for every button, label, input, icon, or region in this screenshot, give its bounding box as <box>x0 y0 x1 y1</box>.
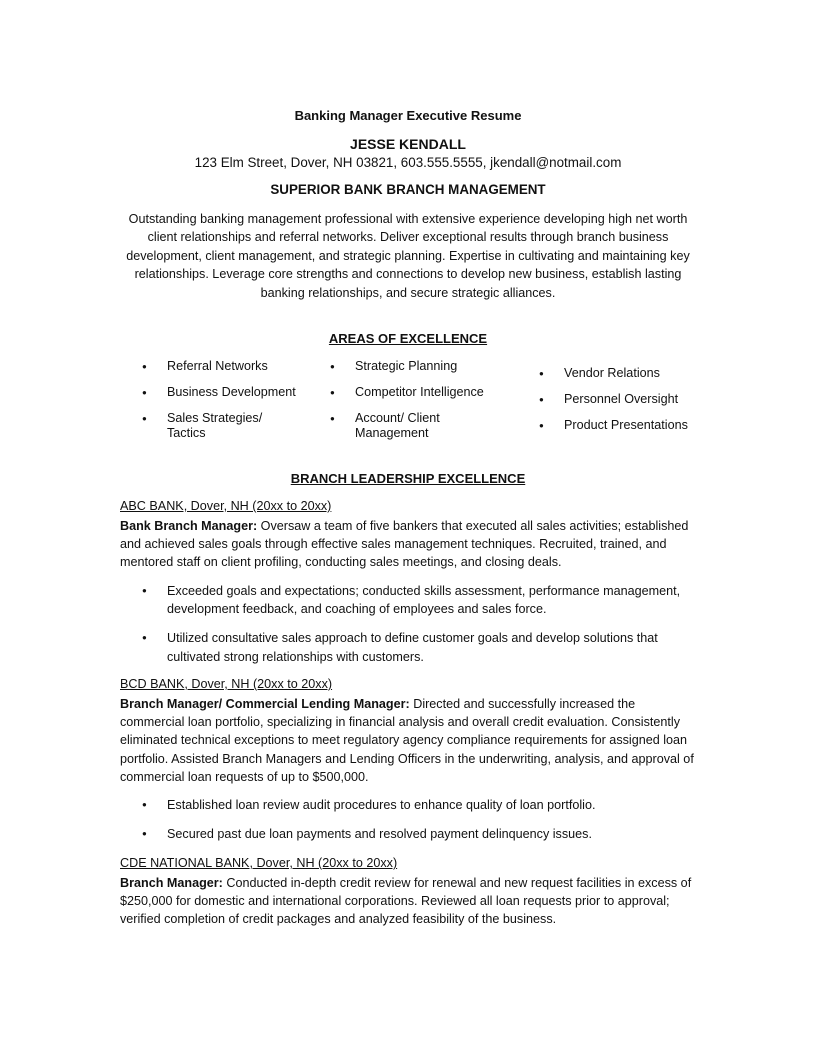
areas-column-3 <box>534 366 734 444</box>
job-description <box>120 874 696 929</box>
document-title: Banking Manager Executive Resume <box>294 108 522 123</box>
job-description-text: Directed and successfully increased the commercial loan portfolio, specializing in financial analysis and overall credit evaluation. Consistently eliminated technical exceptions to meet regulatory agency compliance requirements for assigned loan portfolio. Assisted Branch Managers and Lending Officers in the underwriting, analysis, and approval of commercial loan requests of up to $500,000. <box>120 697 694 784</box>
area-item: ● Competitor Intelligence <box>325 385 505 400</box>
areas-heading: AREAS OF EXCELLENCE <box>328 331 488 346</box>
area-item: ● Product Presentations <box>534 418 734 433</box>
job-bullets <box>137 582 697 677</box>
job-description-text: Conducted in-depth credit review for renewal and new request facilities in excess of $250,000 for domestic and international corporations. Reviewed all loan requests prior to approval; verified completion of credit packages and analyzed feasibility of the business. <box>120 876 692 927</box>
job-description-text: Oversaw a team of five bankers that executed all sales activities; established and achieved sales goals through effective sales management techniques. Recruited, trained, and mentored staff on client profiling, conducting sales meetings, and closing deals. <box>120 519 689 570</box>
job-bullet: ● Utilized consultative sales approach to define customer goals and develop solutions that cultivated strong relationships with customers. <box>137 629 697 665</box>
area-item: ● Account/ Client Management <box>325 411 465 441</box>
areas-column-1 <box>137 359 317 452</box>
leadership-heading: BRANCH LEADERSHIP EXCELLENCE <box>290 471 526 486</box>
job-title: Branch Manager/ Commercial Lending Manager: <box>120 697 410 711</box>
job-description <box>120 517 696 572</box>
contact-line: 123 Elm Street, Dover, NH 03821, 603.555.5555, jkendall@notmail.com <box>194 155 622 170</box>
summary-paragraph: Outstanding banking management professional with extensive experience developing high net worth client relationships and referral networks. Deliver exceptional results through branch business development, client management, and strategic planning. Expertise in cultivating and maintaining key relationships. Leverage core strengths and connections to develop new business, establish lasting banking relationships, and secure strategic alliances. <box>126 212 690 300</box>
candidate-name: JESSE KENDALL <box>350 136 466 152</box>
area-item: ● Personnel Oversight <box>534 392 734 407</box>
job-company: BCD BANK, Dover, NH (20xx to 20xx) <box>120 677 333 691</box>
area-item: ● Business Development <box>137 385 317 400</box>
job-bullet: ● Established loan review audit procedures to enhance quality of loan portfolio. <box>137 796 697 814</box>
job-title: Branch Manager: <box>120 876 223 890</box>
job-company: ABC BANK, Dover, NH (20xx to 20xx) <box>120 499 332 513</box>
area-item: ● Vendor Relations <box>534 366 734 381</box>
job-company: CDE NATIONAL BANK, Dover, NH (20xx to 20xx) <box>120 856 398 870</box>
area-item: ● Strategic Planning <box>325 359 505 374</box>
area-item: ● Sales Strategies/ Tactics <box>137 411 277 441</box>
job-bullets <box>137 796 697 854</box>
job-bullet: ● Secured past due loan payments and resolved payment delinquency issues. <box>137 825 697 843</box>
area-item: ● Referral Networks <box>137 359 317 374</box>
areas-column-2 <box>325 359 505 452</box>
headline: SUPERIOR BANK BRANCH MANAGEMENT <box>270 182 546 197</box>
job-title: Bank Branch Manager: <box>120 519 258 533</box>
job-bullet: ● Exceeded goals and expectations; conducted skills assessment, performance management, development feedback, and coaching of employees and sales force. <box>137 582 697 618</box>
job-description <box>120 695 696 786</box>
